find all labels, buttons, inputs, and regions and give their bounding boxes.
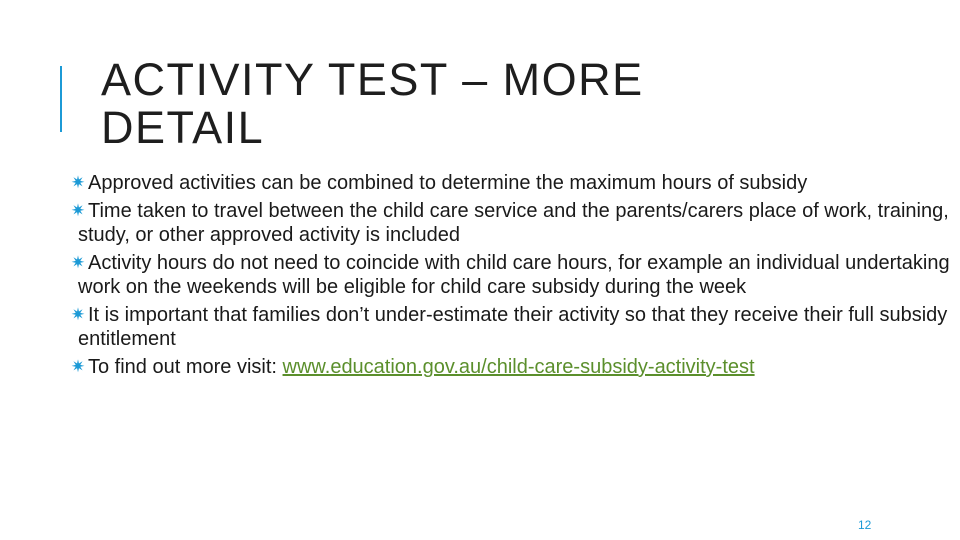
bullet-text: Time taken to travel between the child care service and the parents/carers place of work, training, study, or other approved activity is included xyxy=(78,200,949,246)
slide-title xyxy=(101,56,861,152)
activity-test-link[interactable]: www.education.gov.au/child-care-subsidy-activity-test xyxy=(282,356,755,378)
asterisk-star-icon: ✷ xyxy=(70,201,86,220)
bullet-text: It is important that families don’t under-estimate their activity so that they receive their full subsidy entitlement xyxy=(78,304,948,350)
slide-title-line-2: DETAIL xyxy=(101,102,265,153)
asterisk-star-icon: ✷ xyxy=(70,253,86,272)
bullet-item xyxy=(60,199,950,247)
asterisk-star-icon: ✷ xyxy=(70,357,86,376)
asterisk-star-icon: ✷ xyxy=(70,173,86,192)
link-prefix-text: To find out more visit: xyxy=(88,356,283,378)
asterisk-star-icon: ✷ xyxy=(70,305,86,324)
bullet-item xyxy=(60,355,950,379)
bullet-text-with-link xyxy=(88,356,755,378)
bullet-text: Activity hours do not need to coincide with child care hours, for example an individual undertaking work on the weekends will be eligible for child care subsidy during the week xyxy=(78,252,950,298)
bullet-item xyxy=(60,251,950,299)
bullet-item xyxy=(60,303,950,351)
bullet-list xyxy=(60,171,950,383)
title-accent-bar xyxy=(60,66,62,132)
slide-title-line-1: ACTIVITY TEST – MORE xyxy=(101,54,644,105)
bullet-text: Approved activities can be combined to determine the maximum hours of subsidy xyxy=(88,172,808,194)
page-number: 12 xyxy=(858,518,872,532)
bullet-item xyxy=(60,171,950,195)
